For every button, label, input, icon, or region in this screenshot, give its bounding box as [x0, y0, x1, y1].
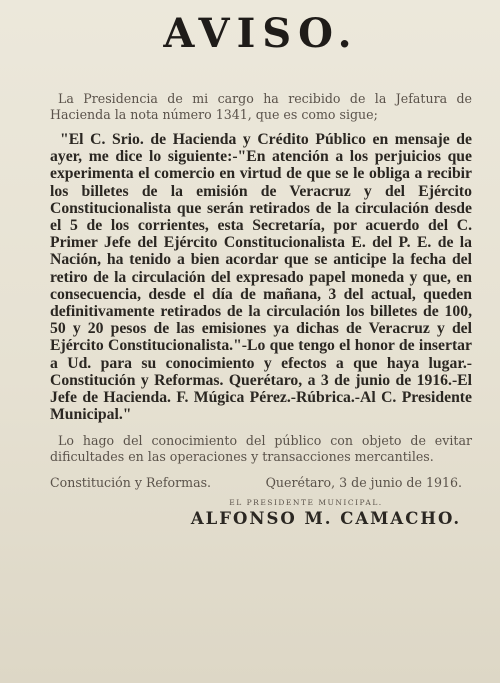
- notice-title: AVISO.: [163, 10, 359, 57]
- intro-paragraph: La Presidencia de mi cargo ha recibido de la Jefatura de Hacienda la nota número 1341, que es como sigue;: [50, 91, 472, 122]
- date-line: [50, 475, 472, 490]
- place-date: Querétaro, 3 de junio de 1916.: [265, 475, 462, 491]
- signer-role: EL PRESIDENTE MUNICIPAL.: [229, 498, 383, 508]
- signer-name: ALFONSO M. CAMACHO.: [190, 509, 462, 529]
- quoted-message: "El C. Srio. de Hacienda y Crédito Público en mensaje de ayer, me dice lo siguiente:-"En atención a los perjuicios que experimenta el comercio en virtud de que se le obliga a recibir los billetes de la emisión de Veracruz y del Ejército Constitucionalista que serán retirados de la circulación desde el 5 de los corrientes, esta Secretaría, por acuerdo del C. Primer Jefe del Ejército Constitucionalista E. del P. E. de la Nación, ha tenido a bien acordar que se anticipe la fecha del retiro de la circulación del expresado papel moneda y que, en consecuencia, desde el día de mañana, 3 del actual, queden definitivamente retirados de la circulación los billetes de 100, 50 y 20 pesos de las emisiones ya dichas de Veracruz y del Ejército Constitucionalista."-Lo que tengo el honor de insertar a Ud. para su conocimiento y efectos a que haya lugar.-Constitución y Reformas. Querétaro, a 3 de junio de 1916.-El Jefe de Hacienda. F. Múgica Pérez.-Rúbrica.-Al C. Presidente Municipal.": [50, 131, 472, 424]
- closing-paragraph: Lo hago del conocimiento del público con objeto de evitar dificultades en las operaciones y transacciones mercantiles.: [50, 433, 472, 465]
- motto: Constitución y Reformas.: [50, 475, 212, 491]
